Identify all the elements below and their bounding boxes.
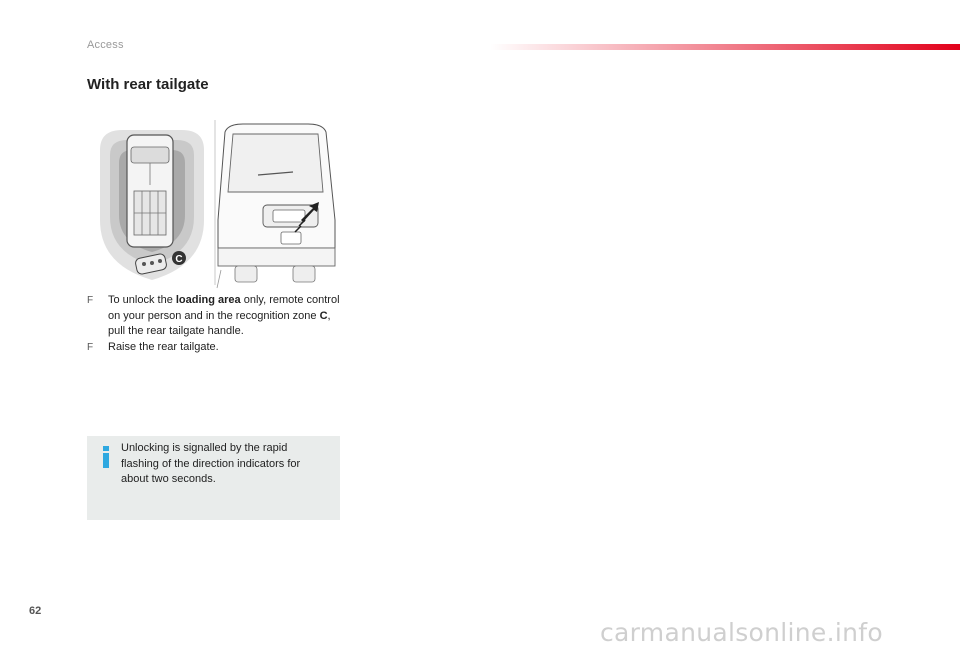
step-item [87, 293, 342, 340]
rear-tailgate-illustration [213, 120, 338, 295]
page-number: 62 [29, 605, 42, 617]
step-bullet-icon: F [87, 295, 94, 306]
instruction-steps [87, 293, 342, 355]
step-bullet-icon: F [87, 341, 94, 353]
step-text: To unlock the loading area only, remote control on your person and in the recognition zone C, pull the rear tailgate handle. [108, 294, 340, 337]
page-heading: With rear tailgate [87, 76, 209, 93]
section-label: Access [87, 39, 124, 51]
info-note-box [87, 436, 340, 520]
step-item [87, 340, 342, 356]
vehicle-top-view-icon [92, 125, 212, 285]
info-icon [101, 446, 111, 468]
rear-tailgate-icon [213, 120, 338, 290]
header-accent-bar [490, 44, 960, 50]
info-note-text: Unlocking is signalled by the rapid flashing of the direction indicators for about two seconds. [121, 442, 301, 485]
zone-c-label: C [175, 254, 183, 265]
step-text: Raise the rear tailgate. [108, 340, 219, 353]
recognition-zone-illustration [92, 125, 212, 290]
watermark: carmanualsonline.info [600, 618, 883, 647]
